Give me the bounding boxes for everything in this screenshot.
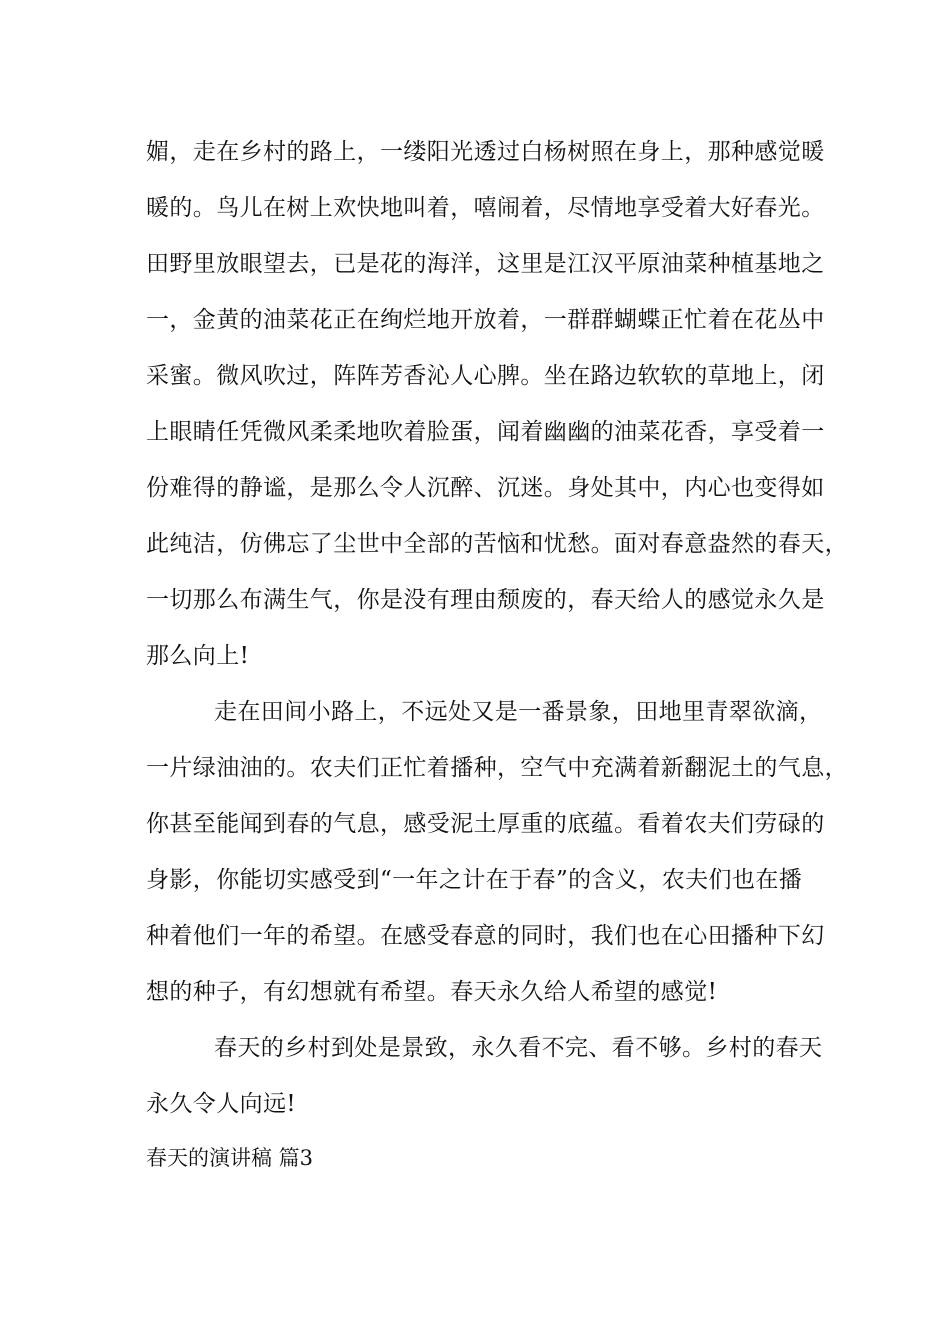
paragraph-2-line-1: 走在田间小路上，不远处又是一番景象，田地里青翠欲滴， bbox=[214, 699, 823, 725]
paragraph-1-line-10: 那么向上! bbox=[146, 643, 250, 669]
paragraph-2-line-5: 种着他们一年的希望。在感受春意的同时，我们也在心田播种下幻 bbox=[146, 923, 825, 949]
paragraph-1-line-3: 田野里放眼望去，已是花的海洋，这里是江汉平原油菜种植基地之 bbox=[146, 251, 825, 277]
paragraph-2-line-2: 一片绿油油的。农夫们正忙着播种，空气中充满着新翻泥土的气息， bbox=[146, 755, 848, 781]
paragraph-1-line-9: 一切那么布满生气，你是没有理由颓废的，春天给人的感觉永久是 bbox=[146, 587, 825, 613]
paragraph-1-line-2: 暖的。鸟儿在树上欢快地叫着，嘻闹着，尽情地享受着大好春光。 bbox=[146, 195, 825, 221]
paragraph-3-line-2: 永久令人向远! bbox=[146, 1091, 297, 1117]
paragraph-3-line-1: 春天的乡村到处是景致，永久看不完、看不够。乡村的春天 bbox=[214, 1035, 823, 1061]
paragraph-1-line-5: 采蜜。微风吹过，阵阵芳香沁人心脾。坐在路边软软的草地上，闭 bbox=[146, 363, 825, 389]
paragraph-1-line-6: 上眼睛任凭微风柔柔地吹着脸蛋，闻着幽幽的油菜花香，享受着一 bbox=[146, 419, 825, 445]
section-heading: 春天的演讲稿 篇3 bbox=[146, 1146, 314, 1170]
paragraph-1-line-8: 此纯洁，仿佛忘了尘世中全部的苦恼和忧愁。面对春意盎然的春天， bbox=[146, 531, 848, 557]
paragraph-2-line-4: 身影，你能切实感受到“一年之计在于春”的含义，农夫们也在播 bbox=[146, 867, 803, 893]
paragraph-1-line-1: 媚，走在乡村的路上，一缕阳光透过白杨树照在身上，那种感觉暖 bbox=[146, 139, 825, 165]
paragraph-2-line-6: 想的种子，有幻想就有希望。春天永久给人希望的感觉! bbox=[146, 979, 718, 1005]
paragraph-1-line-4: 一，金黄的油菜花正在绚烂地开放着，一群群蝴蝶正忙着在花丛中 bbox=[146, 307, 825, 333]
paragraph-2-line-3: 你甚至能闻到春的气息，感受泥土厚重的底蕴。看着农夫们劳碌的 bbox=[146, 811, 825, 837]
paragraph-1-line-7: 份难得的静谧，是那么令人沉醉、沉迷。身处其中，内心也变得如 bbox=[146, 475, 825, 501]
